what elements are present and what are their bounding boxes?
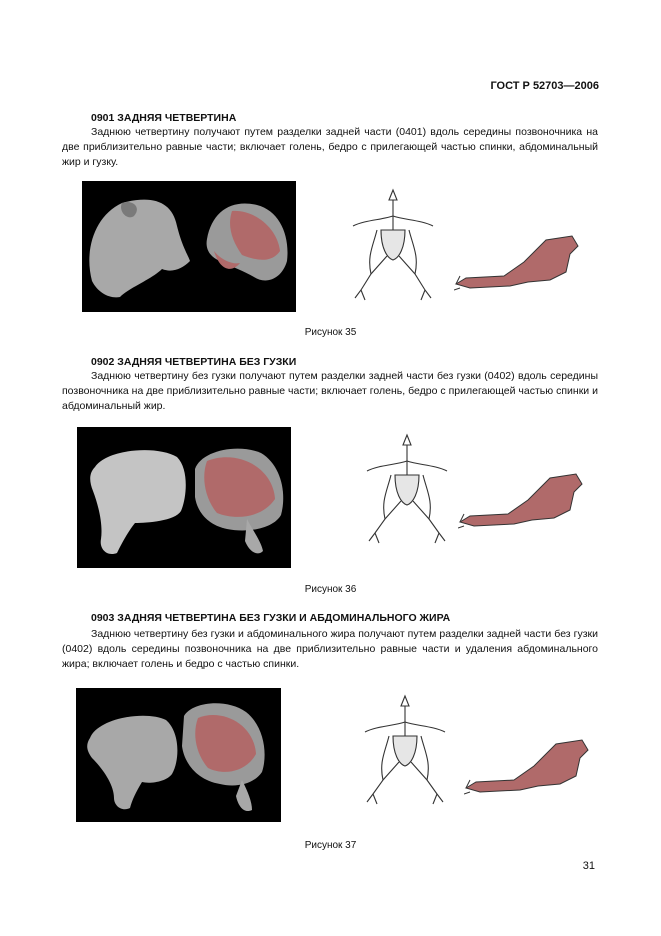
leg-quarter-no-tail-no-fat-photo-image xyxy=(76,688,281,822)
figure-caption-35: Рисунок 35 xyxy=(304,327,357,338)
figure-caption-36: Рисунок 36 xyxy=(304,584,357,595)
leg-quarter-no-tail-no-fat-icon xyxy=(464,736,592,796)
chicken-skeleton-icon xyxy=(343,186,443,308)
leg-quarter-no-tail-photo-image xyxy=(77,427,291,568)
figure-caption-37: Рисунок 37 xyxy=(304,840,357,851)
photo-leg-quarter xyxy=(82,181,296,312)
leg-quarter-no-tail-icon xyxy=(458,470,586,530)
section-description-0901: Заднюю четвертину получают путем разделки задней части (0401) вдоль середины позвоночника на две приблизительно равные части; включает голень, бедро с прилегающей частью спинки, абдоминальный жир и гузку. xyxy=(62,126,598,168)
chicken-skeleton-icon-2 xyxy=(357,431,457,551)
chicken-skeleton-icon-3 xyxy=(355,692,455,812)
section-description-0902: Заднюю четвертину без гузки получают путем разделки задней части без гузки (0402) вдоль середины позвоночника на две приблизительно равные части; включает голень, бедро с прилегающей частью спинки и абдоминальный жир. xyxy=(62,370,598,412)
section-heading-0903: 0903 ЗАДНЯЯ ЧЕТВЕРТИНА БЕЗ ГУЗКИ И АБДОМИНАЛЬНОГО ЖИРА xyxy=(91,612,451,624)
section-heading-0901: 0901 ЗАДНЯЯ ЧЕТВЕРТИНА xyxy=(91,112,237,124)
standard-header: ГОСТ Р 52703—2006 xyxy=(490,80,599,92)
leg-quarter-photo-image xyxy=(82,181,296,312)
page-number: 31 xyxy=(582,860,595,872)
photo-leg-quarter-no-tail xyxy=(77,427,291,568)
leg-quarter-icon xyxy=(454,232,582,292)
section-description-0903: Заднюю четвертину без гузки и абдоминального жира получают путем разделки задней части без гузки (0402) вдоль середины позвоночника на две приблизительно равные части и удаления абдоминального жира; включает голень и бедро с частью спинки. xyxy=(62,628,598,670)
section-heading-0902: 0902 ЗАДНЯЯ ЧЕТВЕРТИНА БЕЗ ГУЗКИ xyxy=(91,356,297,368)
photo-leg-quarter-no-tail-no-fat xyxy=(76,688,281,822)
